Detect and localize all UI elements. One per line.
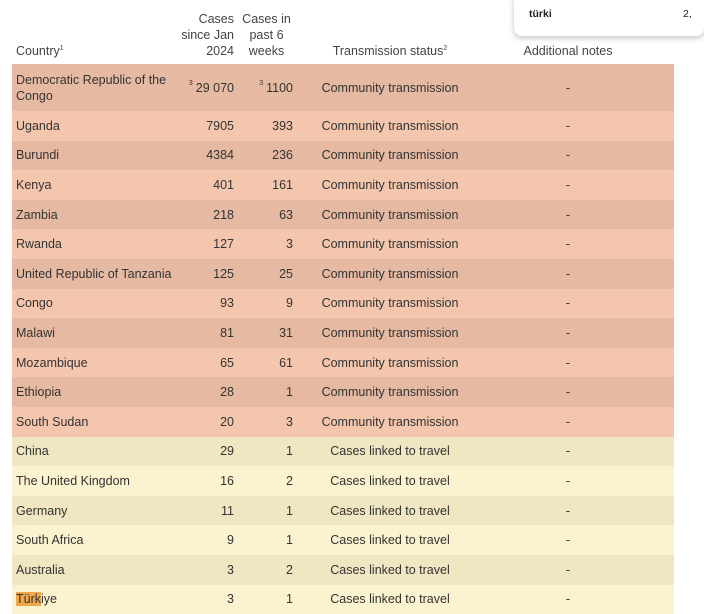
cell-cases-past-weeks xyxy=(240,111,293,141)
cell-additional-notes: - xyxy=(502,289,634,319)
table-row xyxy=(12,111,674,141)
cell-transmission-status: Community transmission xyxy=(302,259,478,289)
cases-value: 29 xyxy=(220,444,234,458)
cases-value: 218 xyxy=(213,208,234,222)
table-row xyxy=(12,437,674,467)
cell-cases-since-jan xyxy=(162,585,234,614)
footnote-marker: 3 xyxy=(259,80,263,87)
cell-country xyxy=(16,555,176,585)
cases-value: 127 xyxy=(213,237,234,251)
cases-value: 7905 xyxy=(206,119,234,133)
weeks-value: 63 xyxy=(279,208,293,222)
cases-value: 3 xyxy=(227,563,234,577)
table-row xyxy=(12,377,674,407)
cell-country xyxy=(16,466,176,496)
cell-country xyxy=(16,289,176,319)
cell-transmission-status: Community transmission xyxy=(302,200,478,230)
cell-cases-since-jan xyxy=(162,170,234,200)
country-text: South Africa xyxy=(16,533,83,547)
table-row xyxy=(12,229,674,259)
cell-cases-past-weeks xyxy=(240,229,293,259)
weeks-value: 161 xyxy=(272,178,293,192)
weeks-value: 393 xyxy=(272,119,293,133)
cell-cases-past-weeks xyxy=(240,377,293,407)
country-text: Democratic Republic of the Congo xyxy=(16,73,166,103)
cell-cases-since-jan xyxy=(162,318,234,348)
cell-cases-since-jan xyxy=(162,259,234,289)
weeks-value: 2 xyxy=(286,563,293,577)
cell-country xyxy=(16,437,176,467)
cell-cases-since-jan xyxy=(162,555,234,585)
cell-transmission-status: Community transmission xyxy=(302,170,478,200)
country-text: China xyxy=(16,444,49,458)
weeks-value: 1 xyxy=(286,533,293,547)
country-text: Malawi xyxy=(16,326,55,340)
cell-additional-notes: - xyxy=(502,111,634,141)
cell-country xyxy=(16,64,176,111)
cell-additional-notes: - xyxy=(502,525,634,555)
cases-value: 4384 xyxy=(206,148,234,162)
cell-transmission-status: Cases linked to travel xyxy=(302,585,478,614)
weeks-value: 1 xyxy=(286,385,293,399)
country-rest: iye xyxy=(41,592,57,606)
cell-country xyxy=(16,348,176,378)
country-text: Congo xyxy=(16,296,53,310)
search-highlight: Türk xyxy=(16,592,41,606)
cell-additional-notes: - xyxy=(502,585,634,614)
weeks-value: 25 xyxy=(279,267,293,281)
table-row xyxy=(12,64,674,111)
cell-transmission-status: Community transmission xyxy=(302,407,478,437)
cell-cases-since-jan xyxy=(162,407,234,437)
cell-transmission-status: Cases linked to travel xyxy=(302,496,478,526)
cell-country xyxy=(16,111,176,141)
table-row xyxy=(12,555,674,585)
country-text: The United Kingdom xyxy=(16,474,130,488)
table-row xyxy=(12,525,674,555)
cell-cases-since-jan xyxy=(162,437,234,467)
cell-additional-notes: - xyxy=(502,348,634,378)
cell-transmission-status: Community transmission xyxy=(302,229,478,259)
cell-cases-since-jan xyxy=(162,64,234,111)
table-row xyxy=(12,496,674,526)
cell-transmission-status: Cases linked to travel xyxy=(302,555,478,585)
weeks-value: 1 xyxy=(286,592,293,606)
table-row xyxy=(12,289,674,319)
weeks-value: 31 xyxy=(279,326,293,340)
cell-cases-past-weeks xyxy=(240,200,293,230)
cases-value: 125 xyxy=(213,267,234,281)
cell-additional-notes: - xyxy=(502,200,634,230)
cell-additional-notes: - xyxy=(502,496,634,526)
country-text: Germany xyxy=(16,504,67,518)
cell-cases-since-jan xyxy=(162,466,234,496)
country-text: Zambia xyxy=(16,208,58,222)
cell-cases-since-jan xyxy=(162,525,234,555)
cell-cases-since-jan xyxy=(162,496,234,526)
weeks-value: 9 xyxy=(286,296,293,310)
cell-transmission-status: Community transmission xyxy=(302,289,478,319)
cell-transmission-status: Cases linked to travel xyxy=(302,437,478,467)
header-additional-notes: Additional notes xyxy=(502,43,634,59)
cases-value: 28 xyxy=(220,385,234,399)
weeks-value: 1100 xyxy=(266,81,293,95)
table-row xyxy=(12,170,674,200)
cell-cases-past-weeks xyxy=(240,496,293,526)
cell-country xyxy=(16,585,176,614)
cases-value: 93 xyxy=(220,296,234,310)
cases-value: 3 xyxy=(227,592,234,606)
cell-cases-past-weeks xyxy=(240,585,293,614)
header-cases-past-weeks: Cases in past 6 weeks xyxy=(240,11,293,59)
cell-cases-since-jan xyxy=(162,229,234,259)
country-text: United Republic of Tanzania xyxy=(16,267,171,281)
cell-cases-since-jan xyxy=(162,289,234,319)
cell-country xyxy=(16,141,176,171)
cases-value: 81 xyxy=(220,326,234,340)
search-suggestion-popup[interactable] xyxy=(514,0,704,36)
cases-value: 401 xyxy=(213,178,234,192)
header-cases-since-jan: Cases since Jan 2024 xyxy=(162,11,234,59)
cell-cases-past-weeks xyxy=(240,318,293,348)
cell-cases-past-weeks xyxy=(240,348,293,378)
cases-value: 9 xyxy=(227,533,234,547)
cell-transmission-status: Community transmission xyxy=(302,111,478,141)
cases-value: 65 xyxy=(220,356,234,370)
cell-cases-since-jan xyxy=(162,111,234,141)
country-text: South Sudan xyxy=(16,415,88,429)
cell-cases-past-weeks xyxy=(240,259,293,289)
cell-additional-notes: - xyxy=(502,64,634,111)
weeks-value: 1 xyxy=(286,504,293,518)
country-text: Australia xyxy=(16,563,65,577)
cell-cases-since-jan xyxy=(162,200,234,230)
cell-cases-past-weeks xyxy=(240,525,293,555)
cell-additional-notes: - xyxy=(502,141,634,171)
table-row xyxy=(12,585,674,614)
cell-additional-notes: - xyxy=(502,437,634,467)
cell-cases-past-weeks xyxy=(240,64,293,111)
cell-transmission-status: Community transmission xyxy=(302,377,478,407)
cell-country xyxy=(16,496,176,526)
cell-cases-past-weeks xyxy=(240,407,293,437)
cell-additional-notes: - xyxy=(502,407,634,437)
cell-country xyxy=(16,407,176,437)
country-text: Ethiopia xyxy=(16,385,61,399)
weeks-value: 236 xyxy=(272,148,293,162)
header-country: Country$^1$ xyxy=(16,43,64,59)
weeks-value: 1 xyxy=(286,444,293,458)
cell-additional-notes: - xyxy=(502,170,634,200)
cases-value: 29 070 xyxy=(196,81,234,95)
cases-value: 11 xyxy=(221,504,234,518)
footnote-marker: 3 xyxy=(189,80,193,87)
weeks-value: 2 xyxy=(286,474,293,488)
cell-cases-since-jan xyxy=(162,348,234,378)
weeks-value: 3 xyxy=(286,415,293,429)
cell-cases-past-weeks xyxy=(240,466,293,496)
cell-cases-past-weeks xyxy=(240,141,293,171)
cell-additional-notes: - xyxy=(502,229,634,259)
cell-additional-notes: - xyxy=(502,377,634,407)
cell-cases-since-jan xyxy=(162,141,234,171)
country-text: Burundi xyxy=(16,148,59,162)
header-transmission-status: Transmission status$^2$ xyxy=(302,43,478,59)
cell-transmission-status: Community transmission xyxy=(302,318,478,348)
table-row xyxy=(12,200,674,230)
cell-cases-past-weeks xyxy=(240,289,293,319)
cell-country xyxy=(16,170,176,200)
cell-additional-notes: - xyxy=(502,466,634,496)
cell-additional-notes: - xyxy=(502,259,634,289)
table-row xyxy=(12,466,674,496)
table-row xyxy=(12,141,674,171)
country-text: Mozambique xyxy=(16,356,88,370)
table-row xyxy=(12,348,674,378)
weeks-value: 3 xyxy=(286,237,293,251)
cell-cases-past-weeks xyxy=(240,555,293,585)
cell-additional-notes: - xyxy=(502,555,634,585)
suggestion-text[interactable]: türki xyxy=(529,8,552,20)
cell-country xyxy=(16,259,176,289)
cell-transmission-status: Community transmission xyxy=(302,141,478,171)
cell-country xyxy=(16,377,176,407)
weeks-value: 61 xyxy=(279,356,293,370)
cell-country xyxy=(16,200,176,230)
cell-transmission-status: Cases linked to travel xyxy=(302,466,478,496)
cell-transmission-status: Cases linked to travel xyxy=(302,525,478,555)
country-text: Kenya xyxy=(16,178,51,192)
cell-transmission-status: Community transmission xyxy=(302,64,478,111)
cell-country xyxy=(16,229,176,259)
table-row xyxy=(12,259,674,289)
table-body xyxy=(12,64,674,614)
cell-cases-past-weeks xyxy=(240,437,293,467)
cases-value: 20 xyxy=(220,415,234,429)
cases-value: 16 xyxy=(220,474,234,488)
country-text: Rwanda xyxy=(16,237,62,251)
cell-cases-past-weeks xyxy=(240,170,293,200)
cell-country xyxy=(16,318,176,348)
table-row xyxy=(12,407,674,437)
suggestion-count: 2, xyxy=(683,8,692,20)
table-row xyxy=(12,318,674,348)
cell-transmission-status: Community transmission xyxy=(302,348,478,378)
cell-cases-since-jan xyxy=(162,377,234,407)
cell-country xyxy=(16,525,176,555)
cell-additional-notes: - xyxy=(502,318,634,348)
country-text: Uganda xyxy=(16,119,60,133)
